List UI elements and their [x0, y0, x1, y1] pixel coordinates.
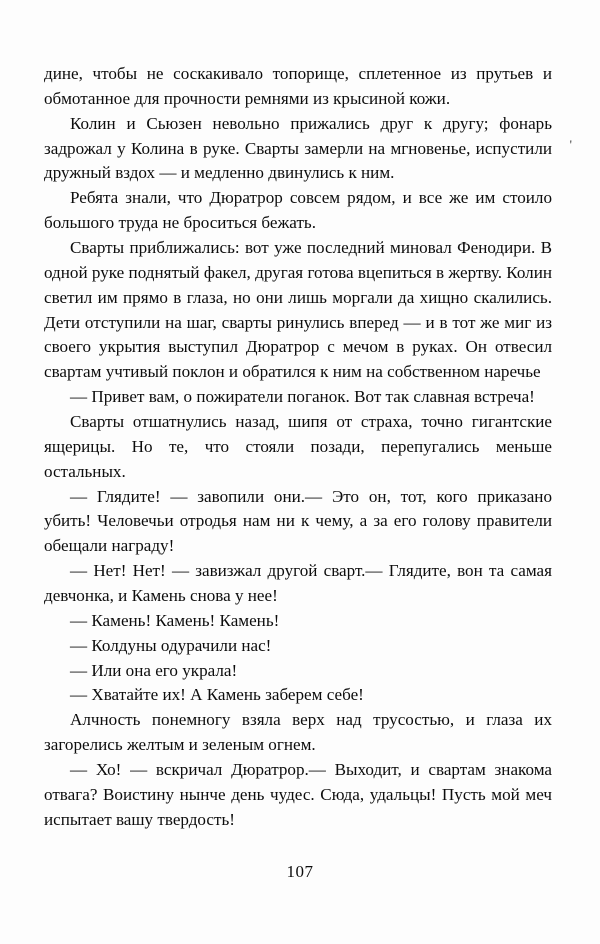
paragraph: Колин и Сьюзен невольно прижались друг к другу; фонарь задрожал у Колина в руке. Сварты замерли на мгновенье, испустили дружный вздох — и медленно двинулись к ним. [44, 113, 552, 183]
page-number: 107 [286, 862, 314, 881]
paragraph: Сварты отшатнулись назад, шипя от страха, точно гигантские ящерицы. Но те, что стояли позади, перепугались меньше остальных. [44, 412, 552, 481]
page-body-text [44, 62, 552, 833]
paragraph: Сварты приближались: вот уже последний миновал Фенодири. В одной руке поднятый факел, другая готова вцепиться в жертву. Колин светил им прямо в глаза, но они лишь моргали да хищно скалились. Дети отступили на шаг, сварты ринулись вперед — и в тот же миг из своего укрытия выступил Дюратрор с мечом в руках. Он отвесил свартам учтивый поклон и обратился к ним на собственном наречье [44, 238, 552, 382]
paragraph: Алчность понемногу взяла верх над трусостью, и глаза их загорелись желтым и зеленым огнем. [44, 710, 552, 755]
paragraph: дине, чтобы не соскакивало топорище, сплетенное из прутьев и обмотанное для прочности ремнями из крысиной кожи. [44, 64, 552, 108]
paragraph: — Хо! — вскричал Дюратрор.— Выходит, и свартам знакома отвага? Воистину нынче день чудес. Сюда, удальцы! Пусть мой меч испытает вашу твердость! [44, 760, 552, 829]
paragraph: — Привет вам, о пожиратели поганок. Вот так славная встреча! [70, 387, 535, 407]
paragraph: — Хватайте их! А Камень заберем себе! [70, 685, 364, 705]
paragraph: — Глядите! — завопили они.— Это он, тот, кого приказано убить! Человечьи отродья нам ни к чему, а за его голову правители обещали награду! [44, 486, 552, 556]
paragraph: — Нет! Нет! — завизжал другой сварт.— Глядите, вон та самая девчонка, и Камень снова у нее! [44, 561, 552, 606]
paragraph: Ребята знали, что Дюратрор совсем рядом, и все же им стоило большого труда не броситься бежать. [44, 188, 552, 233]
paragraph: — Колдуны одурачили нас! [70, 635, 272, 655]
paragraph: — Или она его украла! [70, 660, 238, 680]
paragraph: — Камень! Камень! Камень! [70, 610, 280, 630]
margin-mark: ' [569, 137, 572, 152]
